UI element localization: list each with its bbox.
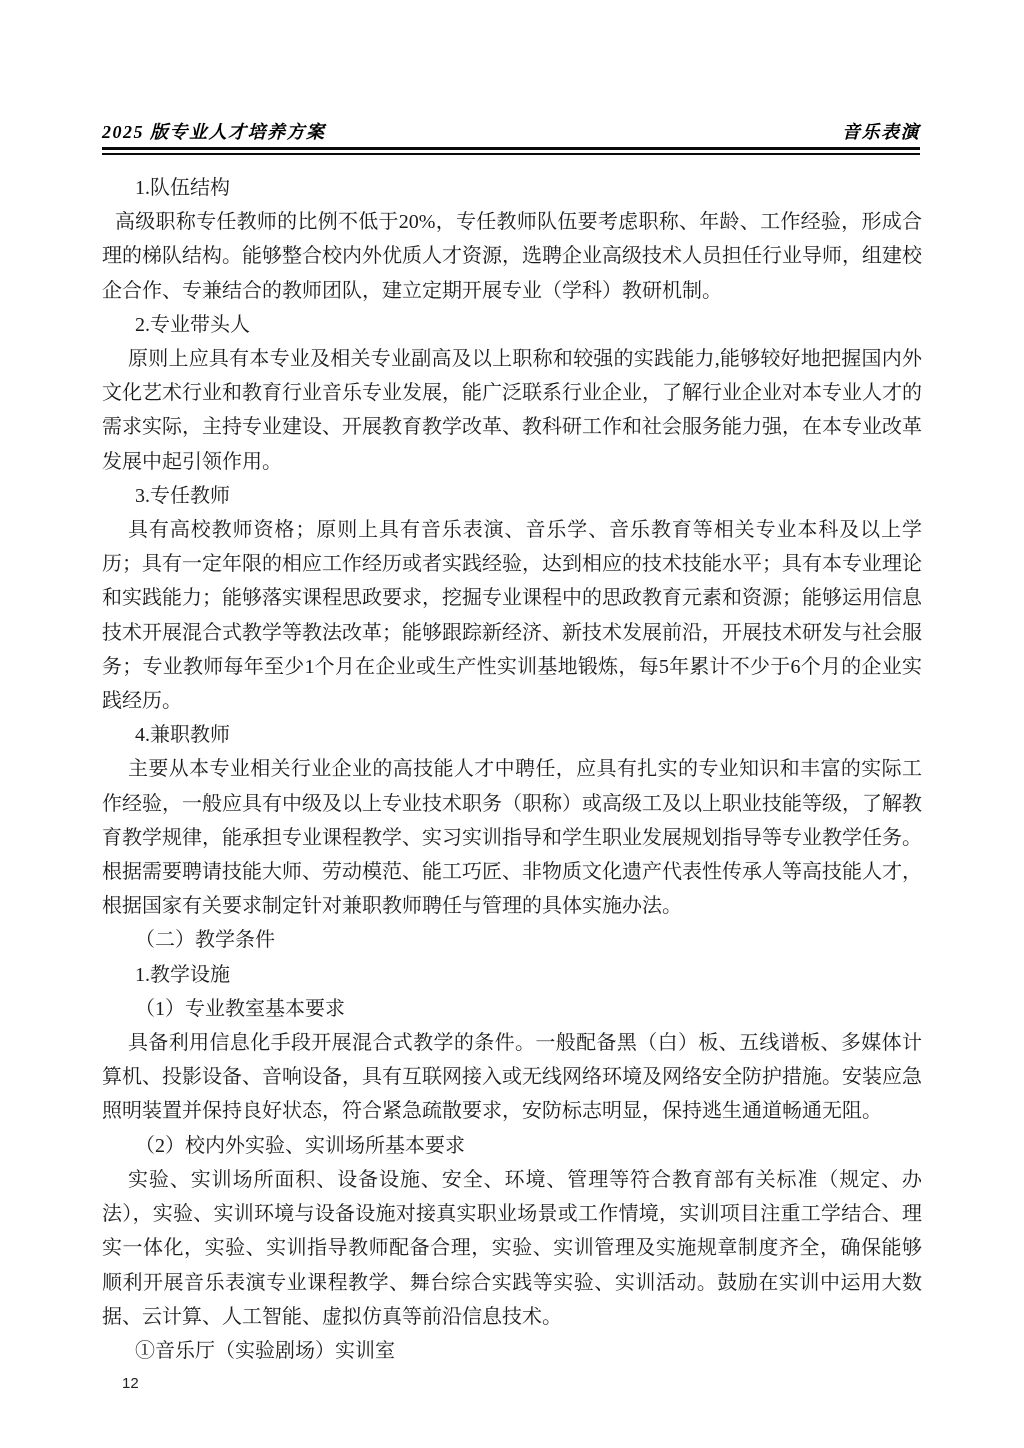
body-paragraph: 主要从本专业相关行业企业的高技能人才中聘任，应具有扎实的专业知识和丰富的实际工作经验，一般应具有中级及以上专业技术职务（职称）或高级工及以上职业技能等级，了解教育教学规律，能承担专业课程教学、实习实训指导和学生职业发展规划指导等专业教学任务。根据需要聘请技能大师、劳动模范、能工巧匠、非物质文化遗产代表性传承人等高技能人才，根据国家有关要求制定针对兼职教师聘任与管理的具体实施办法。 (102, 758, 922, 918)
section-heading: 4.兼职教师 (135, 724, 230, 747)
header-right-title: 音乐表演 (842, 122, 920, 142)
page-number: 12 (122, 1375, 139, 1392)
section-heading: 1.队伍结构 (135, 177, 230, 199)
body-paragraph: 实验、实训场所面积、设备设施、安全、环境、管理等符合教育部有关标准（规定、办法），实验、实训环境与设备设施对接真实职业场景或工作情境，实训项目注重工学结合、理实一体化，实验、实训指导教师配备合理，实验、实训管理及实施规章制度齐全，确保能够 顺利开展音乐表演专业课程教学、舞台综合实践等实验、实训活动。鼓励在实训中运用大数据、云计算、人工智能、虚拟仿真等前沿信息技术。 (102, 1168, 922, 1328)
section-heading: （二）教学条件 (135, 929, 275, 952)
section-heading: （2）校内外实验、实训场所基本要求 (135, 1134, 465, 1157)
body-paragraph: 具有高校教师资格；原则上具有音乐表演、音乐学、音乐教育等相关专业本科及以上学历；具有一定年限的相应工作经历或者实践经验，达到相应的技术技能水平；具有本专业理论和实践能力；能够落实课程思政要求，挖掘专业课程中的思政教育元素和资源；能够运用信息技术开展混合式教学等教法改革；能够跟踪新经济、新技术发展前沿，开展技术研发与社会服务；专业教师每年至少1个月在企业或生产性实训基地锻炼，每5年累计不少于6个月的企业实践经历。 (102, 519, 922, 713)
body-paragraph: 具备利用信息化手段开展混合式教学的条件。一般配备黑（白）板、五线谱板、多媒体计算机、投影设备、音响设备，具有互联网接入或无线网络环境及网络安全防护措施。安装应急照明装置并保持良好状态，符合紧急疏散要求，安防标志明显，保持逃生通道畅通无阻。 (102, 1032, 922, 1123)
header-double-rule (102, 147, 920, 155)
section-heading: 3.专任教师 (135, 484, 230, 507)
section-heading: （1）专业教室基本要求 (135, 997, 345, 1020)
header-left-title: 2025 版专业人才培养方案 (102, 122, 326, 142)
body-paragraph: 原则上应具有本专业及相关专业副高及以上职称和较强的实践能力,能够较好地把握国内外文化艺术行业和教育行业音乐专业发展，能广泛联系行业企业，了解行业企业对本专业人才的需求实际，主持专业建设、开展教育教学改革、教科研工作和社会服务能力强，在本专业改革发展中起引领作用。 (102, 348, 922, 473)
document-body (102, 171, 922, 1368)
section-heading: 1.教学设施 (135, 963, 230, 986)
body-paragraph: 高级职称专任教师的比例不低于20%，专任教师队伍要考虑职称、年龄、工作经验，形成合理的梯队结构。能够整合校内外优质人才资源，选聘企业高级技术人员担任行业导师，组建校企合作、专兼结合的教师团队，建立定期开展专业（学科）教研机制。 (102, 211, 922, 302)
section-heading: 2.专业带头人 (135, 313, 250, 336)
page-header (102, 118, 920, 144)
section-heading: ①音乐厅（实验剧场）实训室 (135, 1339, 395, 1362)
